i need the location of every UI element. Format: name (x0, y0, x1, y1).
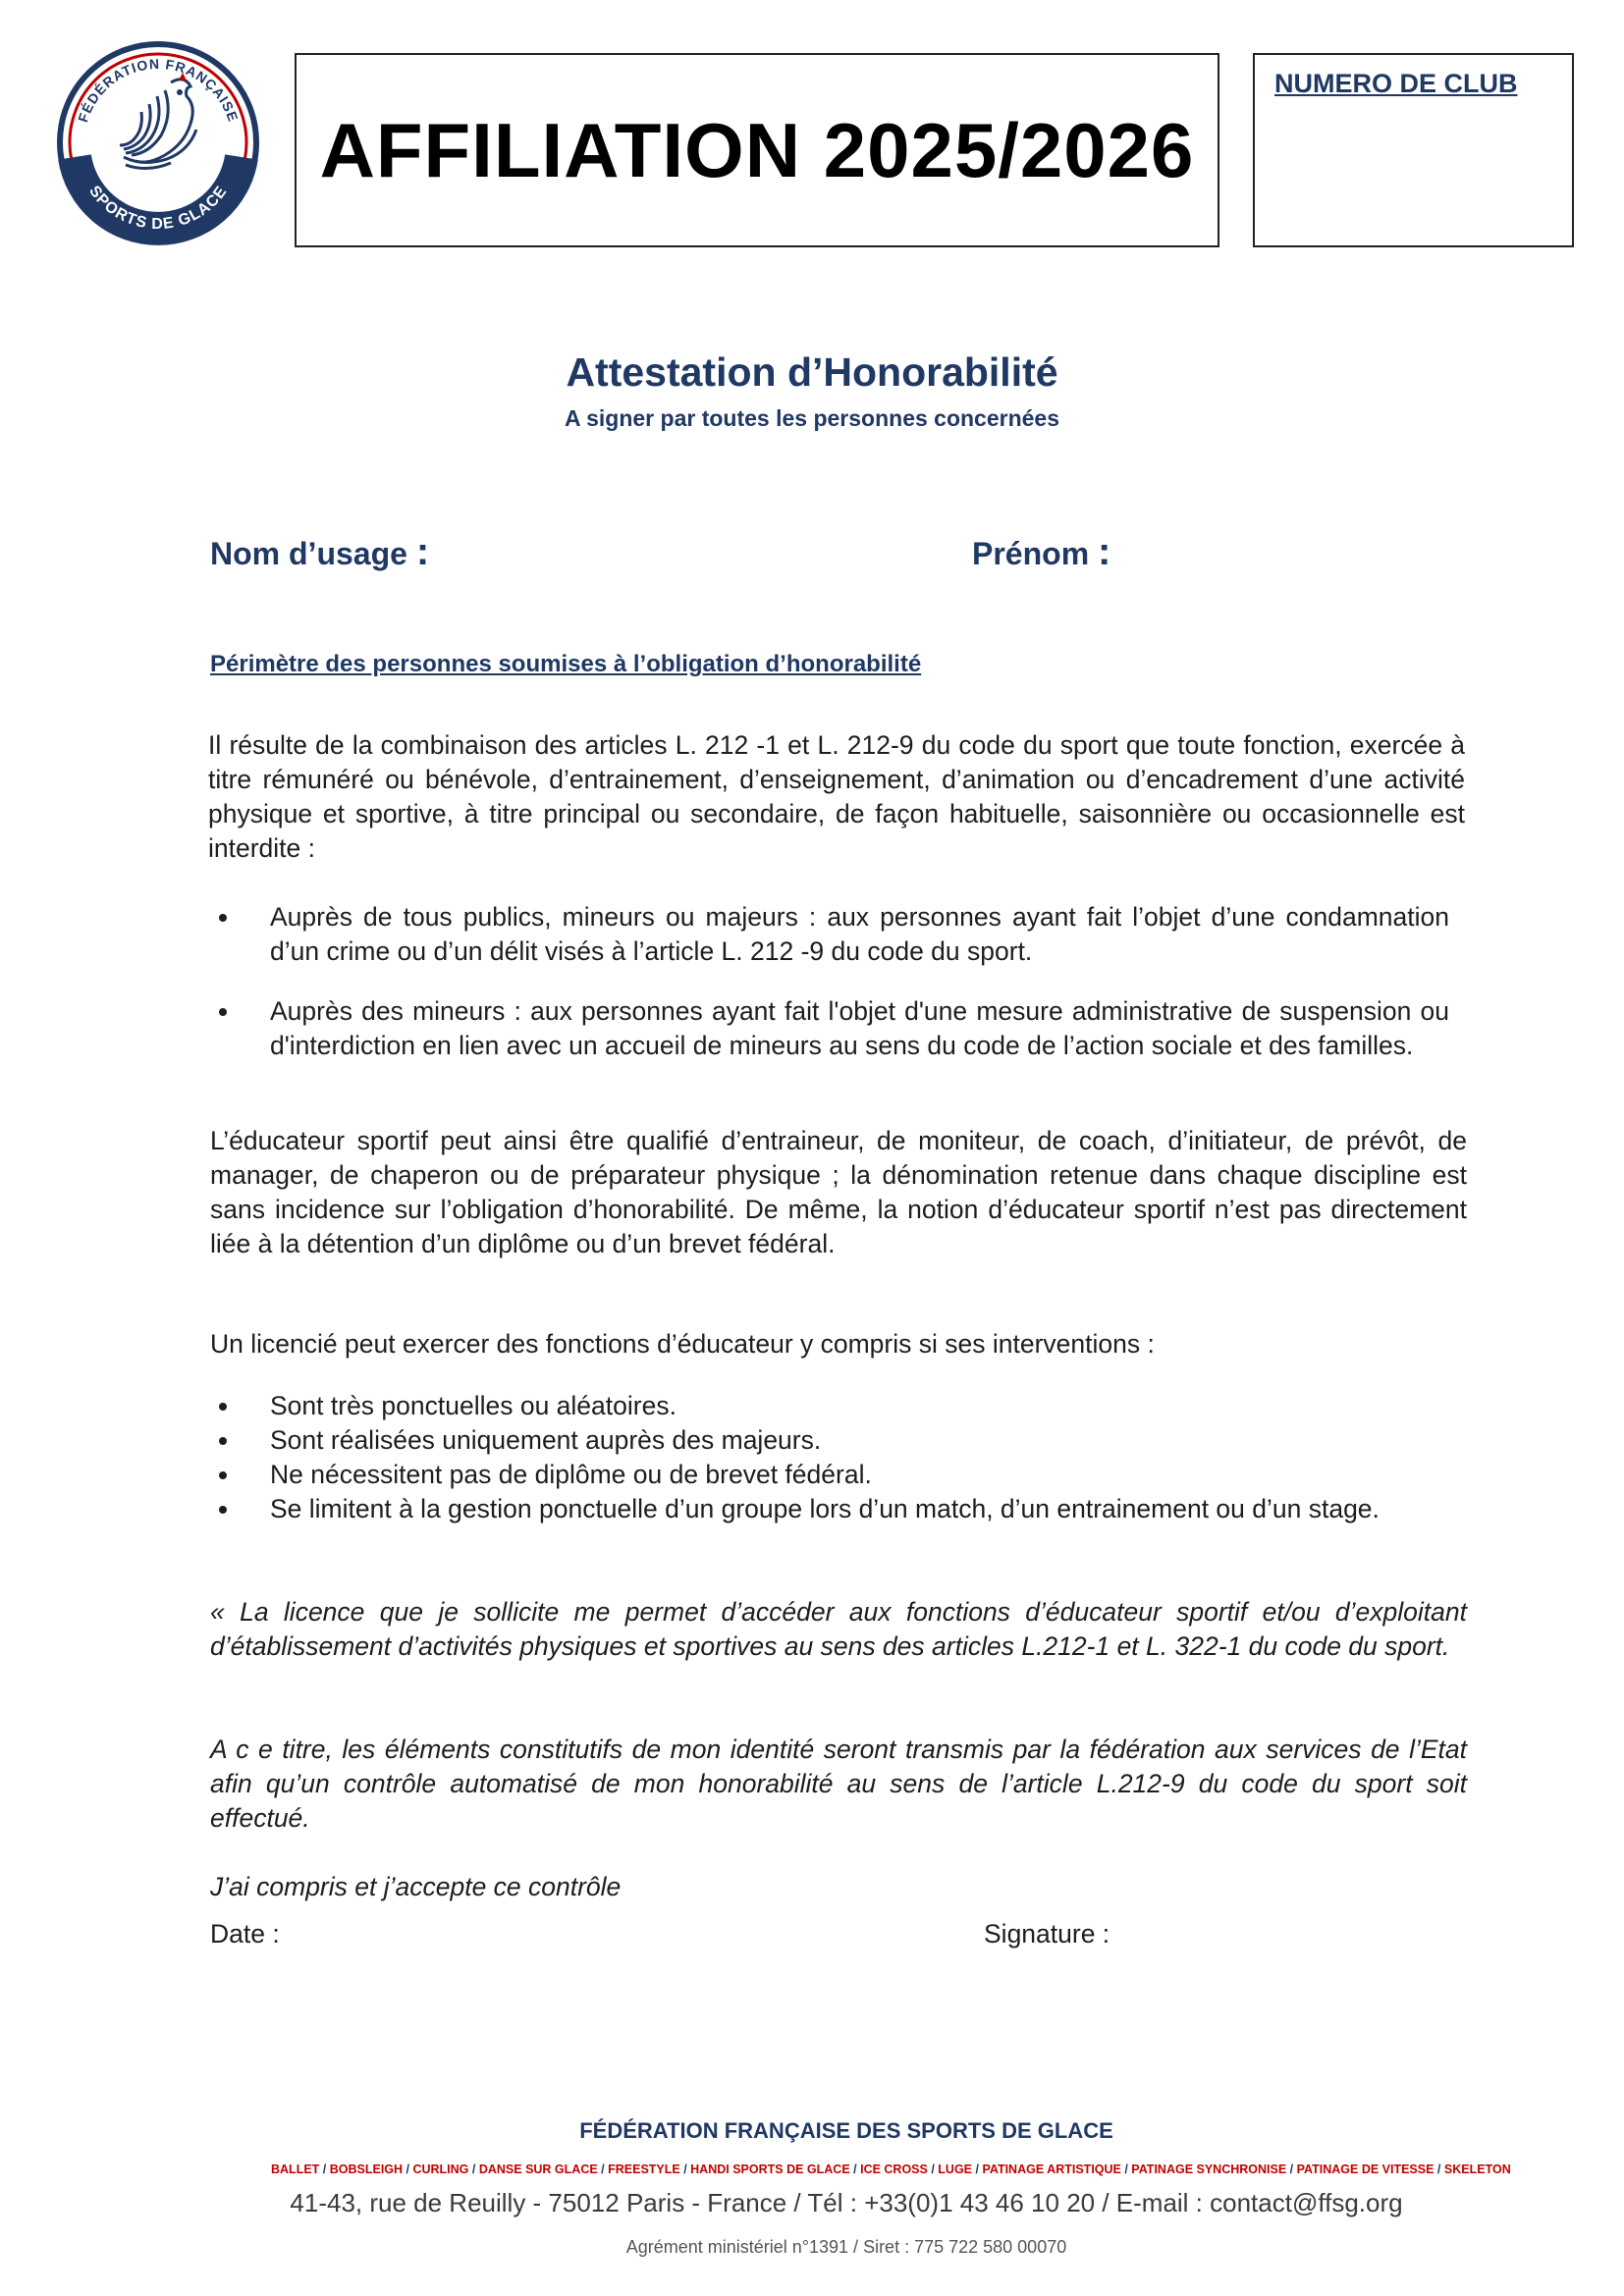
identity-statement: A c e titre, les éléments constitutifs de mon identité seront transmis par la fédération aux services de l’Etat afin qu’un contrôle automatisé de mon honorabilité au sens de l’article L.212-9 du code du sport soit effectué. (210, 1735, 1467, 1833)
discipline: ICE CROSS (860, 2163, 928, 2176)
club-number-label: NUMERO DE CLUB (1274, 69, 1518, 98)
discipline: BALLET (271, 2163, 320, 2176)
discipline: SKELETON (1443, 2163, 1511, 2176)
ffsg-logo (55, 39, 261, 245)
footer-organization: FÉDÉRATION FRANÇAISE DES SPORTS DE GLACE (579, 2118, 1113, 2143)
section-heading: Périmètre des personnes soumises à l’obligation d’honorabilité (210, 651, 922, 677)
prenom-colon: : (1098, 530, 1111, 573)
nom-field[interactable] (210, 530, 429, 574)
discipline: PATINAGE DE VITESSE (1296, 2163, 1435, 2176)
footer-address: 41-43, rue de Reuilly - 75012 Paris - France / Tél : +33(0)1 43 46 10 20 / E-mail : contact@ffsg.org (290, 2188, 1403, 2217)
rooster-emblem-icon (55, 39, 261, 245)
date-field[interactable]: Date : (210, 1919, 280, 1949)
page-title: AFFILIATION 2025/2026 (319, 106, 1195, 193)
discipline: CURLING (412, 2163, 469, 2176)
nom-label: Nom d’usage (210, 536, 407, 571)
list-item: Sont très ponctuelles ou aléatoires. (210, 1389, 1428, 1423)
discipline: DANSE SUR GLACE (478, 2163, 598, 2176)
document-title: Attestation d’Honorabilité (566, 349, 1058, 395)
title-box (295, 53, 1219, 247)
discipline: LUGE (938, 2163, 973, 2176)
list-item: Ne nécessitent pas de diplôme ou de brevet fédéral. (210, 1458, 1428, 1492)
document-subtitle: A signer par toutes les personnes concernées (564, 405, 1060, 431)
list-item: Se limitent à la gestion ponctuelle d’un groupe lors d’un match, d’un entrainement ou d’un stage. (210, 1492, 1428, 1526)
prenom-label: Prénom (972, 536, 1090, 571)
discipline: BOBSLEIGH (329, 2163, 404, 2176)
discipline: HANDI SPORTS DE GLACE (690, 2163, 850, 2176)
educator-paragraph: L’éducateur sportif peut ainsi être qualifié d’entraineur, de moniteur, de coach, d’initiateur, de prévôt, de manager, de chaperon ou de préparateur physique ; la dénomination retenue dans chaque discipline est sans incidence sur l’obligation d’honorabilité. De même, la notion d’éducateur sportif n’est pas directement liée à la détention d’un diplôme ou d’un brevet fédéral. (210, 1126, 1467, 1258)
discipline: PATINAGE SYNCHRONISE (1131, 2163, 1287, 2176)
prenom-field[interactable] (972, 530, 1110, 574)
acceptance-statement: J’ai compris et j’accepte ce contrôle (210, 1872, 622, 1901)
footer-agrement: Agrément ministériel n°1391 / Siret : 775 722 580 00070 (625, 2237, 1067, 2257)
conditions-list (210, 1389, 1428, 1526)
club-number-box[interactable] (1253, 53, 1574, 247)
svg-text:SPORTS DE GLACE: SPORTS DE GLACE (85, 183, 231, 234)
list-item: Auprès des mineurs : aux personnes ayant fait l'objet d'une mesure administrative de suspension ou d'interdiction en lien avec un accueil de mineurs au sens du code de l’action sociale et des familles. (210, 994, 1449, 1063)
licence-statement: « La licence que je sollicite me permet d’accéder aux fonctions d’éducateur sportif et/ou d’exploitant d’établissement d’activités physiques et sportives au sens des articles L.212-1 et L. 322-1 du code du sport. (210, 1597, 1467, 1661)
list-item: Sont réalisées uniquement auprès des majeurs. (210, 1423, 1428, 1458)
nom-colon: : (415, 530, 430, 573)
licencie-paragraph: Un licencié peut exercer des fonctions d’éducateur y compris si ses interventions : (210, 1329, 1155, 1359)
svg-text:FÉDÉRATION FRANÇAISE: FÉDÉRATION FRANÇAISE (75, 55, 242, 125)
footer-disciplines: BALLET / BOBSLEIGH / CURLING / DANSE SUR GLACE / FREESTYLE / HANDI SPORTS DE GLACE / ICE CROSS / LUGE / PATINAGE ARTISTIQUE / PATINAGE SYNCHRONISE / PATINAGE DE VITESSE / SKELETON (271, 2163, 1511, 2176)
signature-field[interactable]: Signature : (984, 1919, 1110, 1949)
discipline: PATINAGE ARTISTIQUE (982, 2163, 1121, 2176)
discipline: FREESTYLE (608, 2163, 680, 2176)
list-item: Auprès de tous publics, mineurs ou majeurs : aux personnes ayant fait l’objet d’une condamnation d’un crime ou d’un délit visés à l’article L. 212 -9 du code du sport. (210, 900, 1449, 969)
restrictions-list (210, 900, 1449, 1089)
intro-paragraph: Il résulte de la combinaison des articles L. 212 -1 et L. 212-9 du code du sport que toute fonction, exercée à titre rémunéré ou bénévole, d’entrainement, d’enseignement, d’animation ou d’encadrement d’une activité physique et sportive, à titre principal ou secondaire, de façon habituelle, saisonnière ou occasionnelle est interdite : (208, 730, 1465, 863)
